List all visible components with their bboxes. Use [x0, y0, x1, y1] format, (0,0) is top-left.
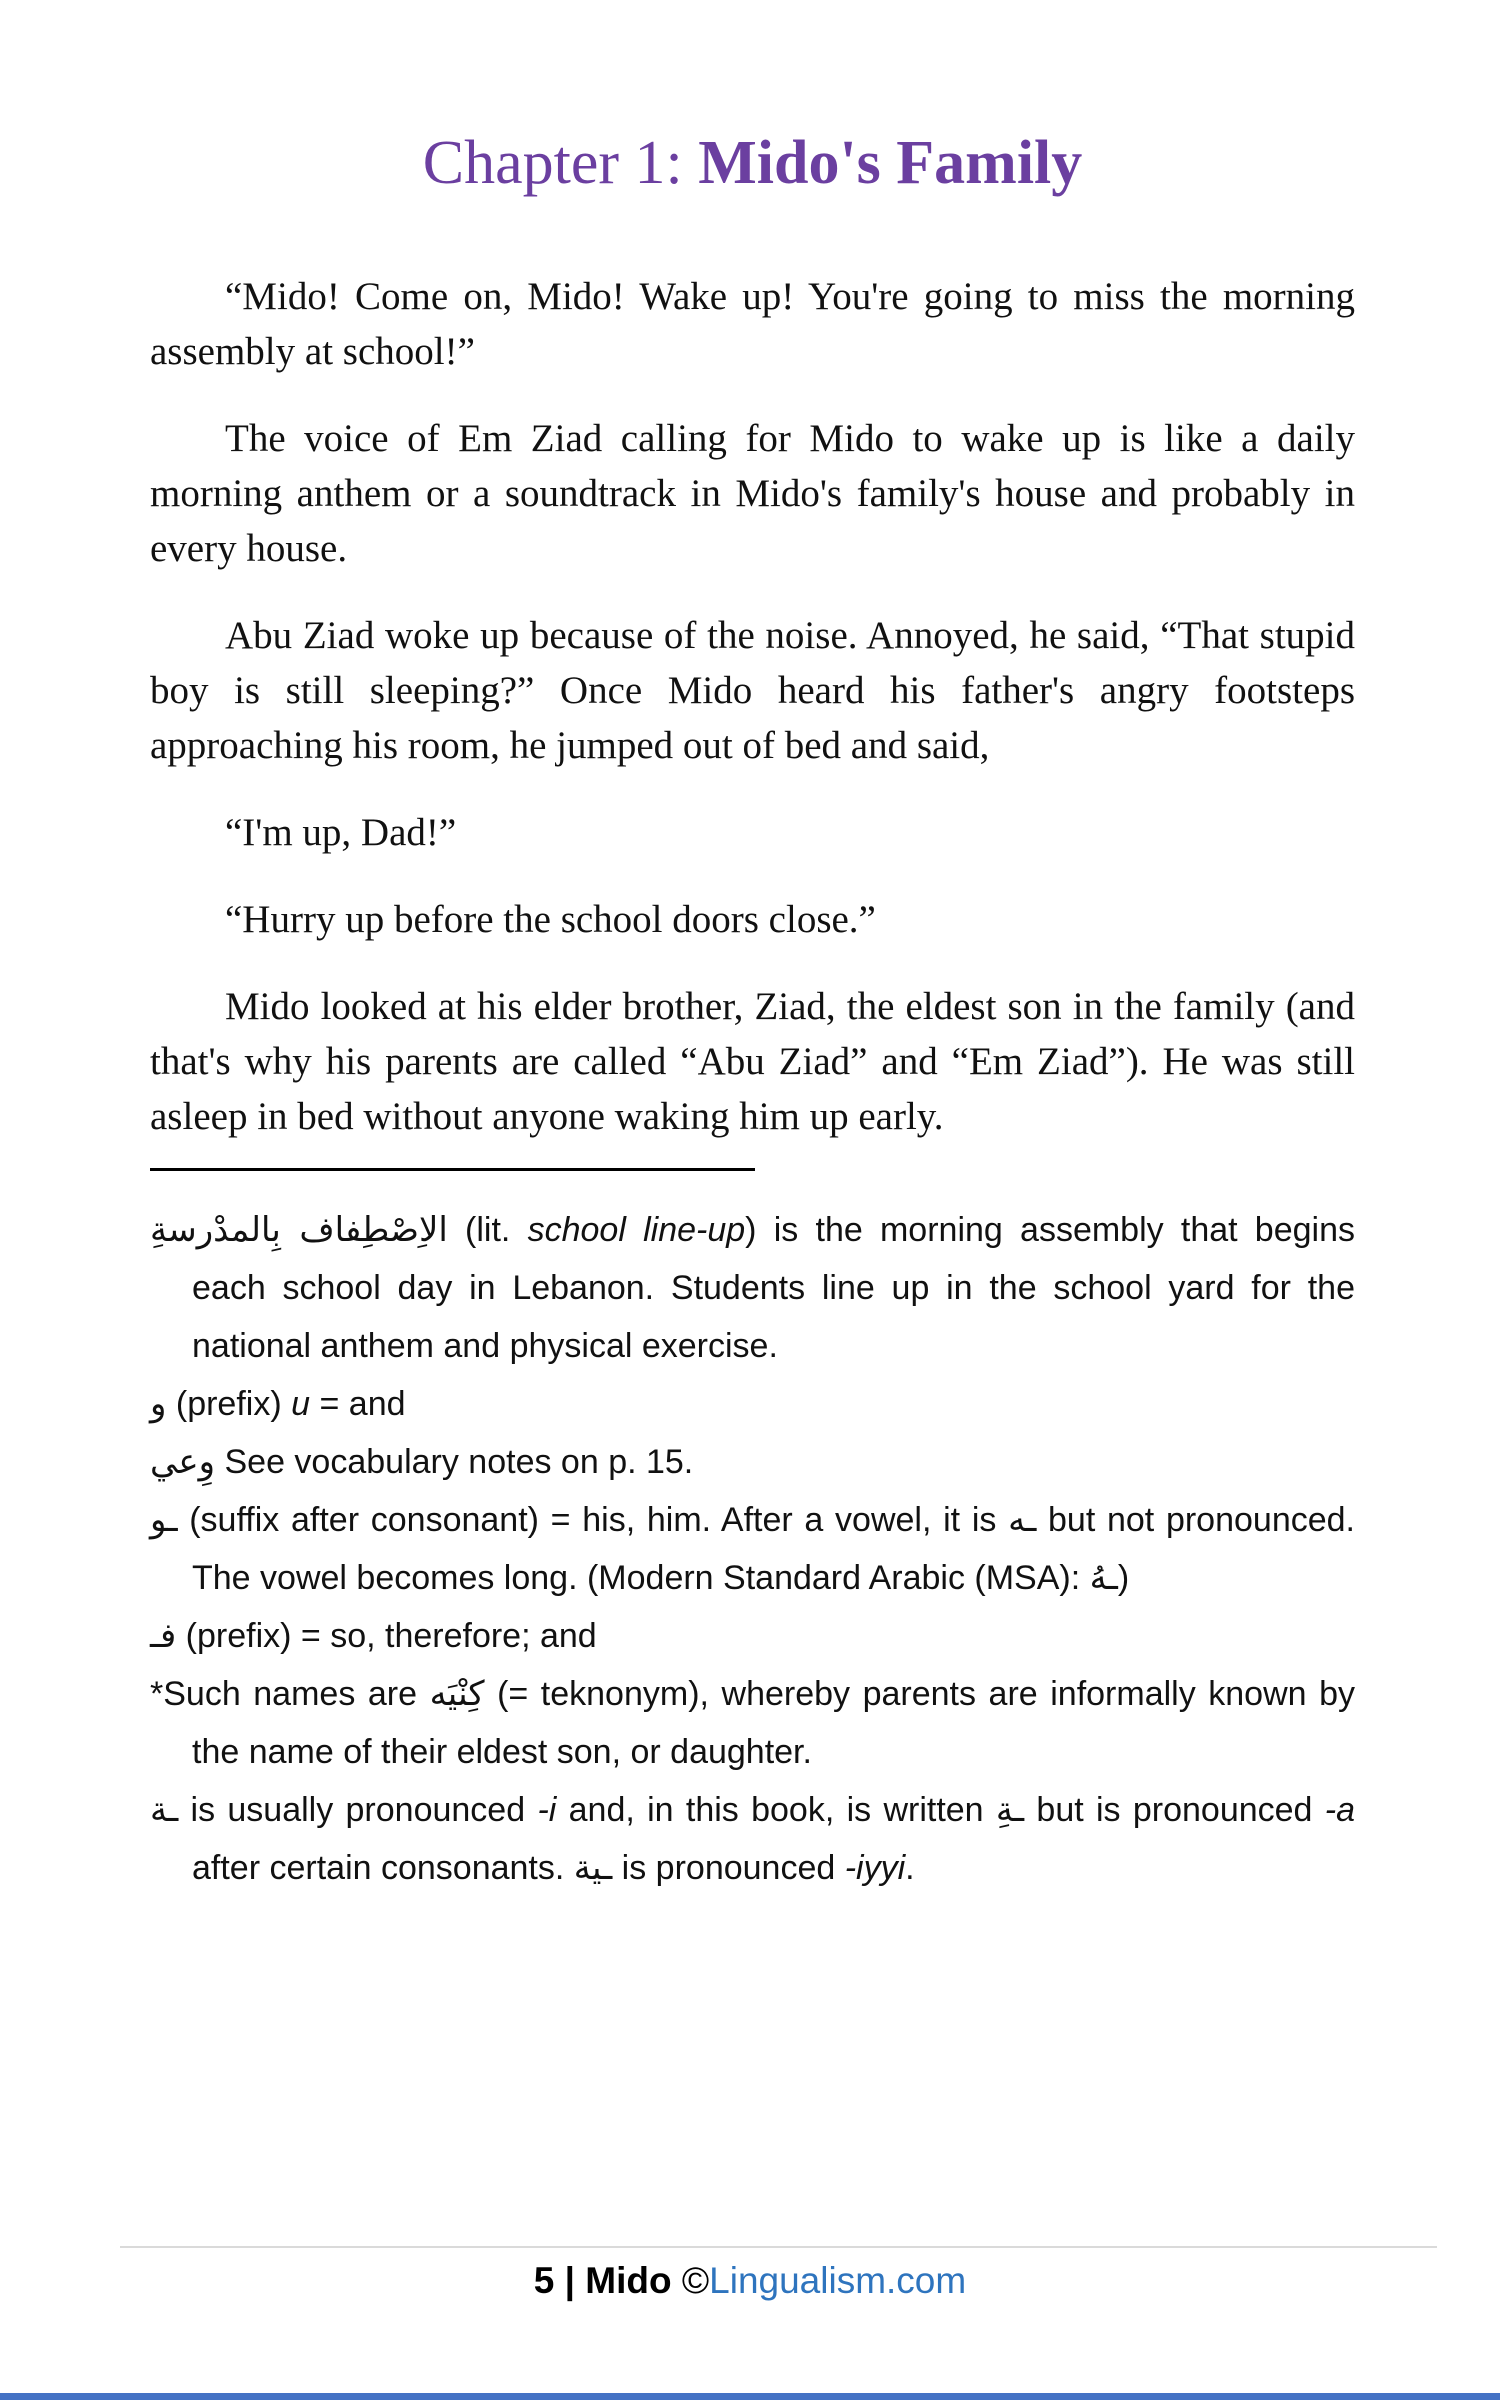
book-title: Mido — [585, 2260, 672, 2301]
page-title — [150, 128, 1355, 199]
story-paragraph: “I'm up, Dad!” — [225, 811, 457, 855]
arabic-term: ـو — [150, 1500, 178, 1541]
footer-separator: | — [554, 2260, 586, 2301]
footnote-text: is pronounced — [612, 1849, 845, 1888]
arabic-term: فـ — [150, 1616, 177, 1657]
arabic-term: ـهُ — [1089, 1558, 1118, 1599]
footnote-text: (prefix) = so, therefore; and — [176, 1617, 597, 1656]
arabic-term: ـية — [573, 1848, 613, 1889]
footnote-text: and, in this book, is written — [556, 1791, 996, 1830]
italic-text: -a — [1324, 1791, 1355, 1830]
page-footer — [0, 2260, 1500, 2302]
footnote — [150, 1375, 1355, 1433]
footnote-text: . — [905, 1849, 915, 1888]
footnote — [150, 1491, 1355, 1607]
footnote-text: but not pronounced. The vowel becomes long. (Modern Standard Arabic (MSA): — [192, 1501, 1355, 1598]
chapter-number: Chapter 1: — [422, 129, 699, 197]
footnote-text: (= teknonym), whereby parents are informally known by the name of their eldest son, or daughter. — [192, 1675, 1355, 1772]
footnote-divider — [150, 1168, 755, 1171]
site-link[interactable]: Lingualism.com — [709, 2260, 967, 2301]
italic-text: school line-up — [527, 1211, 746, 1250]
footnote-text: (suffix after consonant) = his, him. After a vowel, it is — [177, 1501, 1009, 1540]
chapter-name: Mido's Family — [698, 129, 1083, 197]
italic-text: u — [291, 1385, 311, 1424]
footnote-text: (prefix) — [166, 1385, 292, 1424]
story — [150, 269, 1355, 1144]
footnote-text: = and — [310, 1385, 406, 1424]
story-paragraph: The voice of Em Ziad calling for Mido to wake up is like a daily morning anthem or a soundtrack in Mido's family's house and probably in every house. — [150, 417, 1355, 571]
footnote-text: ) — [1117, 1559, 1130, 1598]
arabic-term: وِعي — [150, 1442, 216, 1483]
arabic-term: ـة — [150, 1790, 179, 1831]
copyright-symbol: © — [671, 2260, 710, 2301]
arabic-term: كِنْيَه — [429, 1674, 485, 1715]
story-paragraph: “Hurry up before the school doors close.” — [225, 898, 876, 942]
footnote-text: is usually pronounced — [178, 1791, 538, 1830]
footnote — [150, 1201, 1355, 1375]
arabic-term: ـه — [1008, 1500, 1037, 1541]
arabic-term: و — [150, 1384, 167, 1425]
footnote-text: but is pronounced — [1024, 1791, 1325, 1830]
footnote-text: *Such names are — [150, 1675, 430, 1714]
footnote-text: after certain consonants. — [192, 1849, 574, 1888]
footnote-text: See vocabulary notes on p. 15. — [215, 1443, 694, 1482]
footnote — [150, 1665, 1355, 1781]
footnote-text: (lit. — [447, 1211, 528, 1250]
footnote — [150, 1781, 1355, 1897]
footnote — [150, 1607, 1355, 1665]
story-paragraph: Mido looked at his elder brother, Ziad, the eldest son in the family (and that's why his parents are called “Abu Ziad” and “Em Ziad”). He was still asleep in bed without anyone waking him up early. — [150, 985, 1355, 1139]
footnote — [150, 1433, 1355, 1491]
italic-text: -i — [537, 1791, 557, 1830]
bottom-border — [0, 2393, 1500, 2400]
footnotes — [150, 1201, 1355, 1897]
page-number: 5 — [533, 2260, 555, 2301]
story-paragraph: “Mido! Come on, Mido! Wake up! You're going to miss the morning assembly at school!” — [150, 275, 1355, 374]
footnote-text: ) is the morning assembly that begins each school day in Lebanon. Students line up in the school yard for the national anthem and physical exercise. — [192, 1211, 1355, 1366]
story-paragraph: Abu Ziad woke up because of the noise. Annoyed, he said, “That stupid boy is still sleeping?” Once Mido heard his father's angry footsteps approaching his room, he jumped out of bed and said, — [150, 614, 1355, 768]
arabic-term: ـةِ — [995, 1790, 1025, 1831]
footer-divider — [120, 2246, 1437, 2248]
italic-text: -iyyi — [844, 1849, 906, 1888]
arabic-term: الاِصْطِفاف بِالمدْرسةِ — [150, 1210, 448, 1251]
page-content — [150, 128, 1355, 1897]
